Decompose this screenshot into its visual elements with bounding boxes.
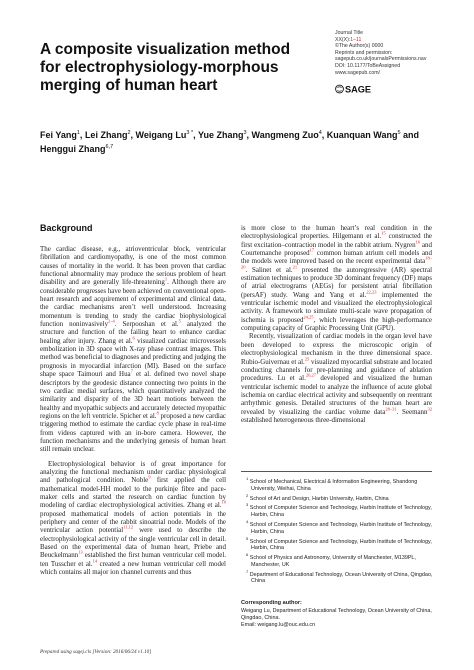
citation[interactable]: 1	[164, 277, 168, 283]
author-name: Lei Zhang	[84, 130, 128, 140]
author-name: Weigang Lu	[135, 130, 187, 140]
affiliation-text: Department of Educational Technology, Ocean University of China, Qingdao, China	[249, 571, 433, 585]
author-name: Yue Zhang	[197, 130, 244, 140]
author-name: Fei Yang	[40, 130, 77, 140]
citation[interactable]: 25	[304, 356, 310, 362]
author-list: Fei Yang$^1$, Lei Zhang$^2$, Weigang $Lu^{3 *}$, Yue Zhang$^3$, Wangmeng Zuo$^4$, Kuanquan Wang$^5$ and Henggui Zhang$^{6,7}$	[40, 130, 420, 154]
affiliation	[241, 536, 441, 553]
left-column	[40, 245, 226, 605]
citation[interactable]: 18–20	[241, 256, 432, 270]
citation[interactable]: 22,23	[366, 289, 377, 295]
corresponding-author-heading: Corresponding author:	[241, 600, 302, 606]
affiliation-number: 2	[246, 492, 249, 498]
citation[interactable]: 7	[130, 368, 133, 374]
paragraph: The cardiac disease, e.g., atrioventricular block, ventricular fibrillation and cardiomyopathy, is one of the most common causes of mortality in the world. It has been proven that cardiac functional abnormality may produce the serious problem of heart disability and are generally life-threatening$^1$. Although there are considerable progresses have been achieved on conventional open-heart research and acquirement of experimental and clinical data, the cardiac mechanisms aren’t well understood. Increasing momentum is trending to study the cardiac biophysiological function noninvasively$^{2-4}$. Serpooshan et al.$^5$ analyzed the structure and function of the failing heart to enhance cardiac healing after injury. Zhang et al.$^6$ visualized cardiac microvessels embolization in 3D space with X-ray phase contrast images. This method was beneficial to diagnoses and predicting and judging the prognosis in myocardial infarction (MI). Based on the surface shape space Taimouri and Hua$^7$ et al. defined two novel shape descriptors by the geodesic distance connecting two points in the two cardiac medial surfaces, which quantitatively analyzed the similarity and disparity of the 3D heart motions between the healthy and myopathic subjects and accurately detected myopathic regions on the left ventricle. Spicher et al.$^8$ proposed a new cardiac triggering method to estimate the cardiac cycle phase in real-time from videos captured with an in-bore camera. However, the function mechanisms and the underlying genesis of human heart still remain unclear.	[40, 245, 227, 454]
citation[interactable]: 2–4	[108, 318, 115, 324]
affiliation-text: School of Computer Science and Technology, Harbin Institute of Technology, Harbin, China	[249, 505, 432, 519]
affiliation-text: School of Mechanical, Electrical & Information Engineering, Shandong University, Weihai, China	[249, 478, 418, 492]
citation[interactable]: 32	[427, 406, 432, 412]
citation[interactable]: 24,25	[303, 314, 314, 320]
citation[interactable]: 13	[78, 550, 83, 556]
author-affiliation-mark: 5	[397, 130, 401, 136]
permissions-link[interactable]: sagepub.co.uk/journalsPermissions.nav	[335, 56, 427, 63]
journal-url[interactable]: www.sagepub.com/	[335, 69, 380, 76]
author-affiliation-mark: 1	[76, 130, 80, 136]
paragraph: is more close to the human heart’s real condition in the electrophysiological properties. Hilgemann et al.$^{15}$ constructed the first excitation–contraction model in the rabbit atrium. Nygren$^{16}$ and Courtemanche proposed$^{17}$ common human atrium cell models and the models were improved based on the recent experimental data$^{18-20}$. Salinet et al.$^{21}$ presented the autoregressive (AR) spectral estimation techniques to produce 3D dominant frequency (DF) maps of atrial electrograms (AEGs) for persistent atrial fibrillation (persAF) study. Wang and Yang et al.$^{22,23}$ implemented the ventricular ischemic model and visualized the electrophysiological activity. A framework to simulate multi-scale wave propagation of ischemia is proposed$^{24,25}$, which leverages the high-performance computing capacity of Graphic Processing Unit (GPU).	[241, 224, 433, 333]
affiliation	[241, 476, 441, 493]
affiliation	[241, 493, 441, 503]
citation[interactable]: 9	[148, 474, 151, 480]
right-column	[241, 224, 432, 464]
author-affiliation-mark: 6,7	[105, 144, 114, 150]
affiliation-number: 3	[246, 502, 249, 508]
affiliation-number: 7	[246, 568, 249, 574]
class-file: sagej.cls	[73, 649, 92, 655]
page-range: 1–11	[350, 36, 362, 43]
author-name: Henggui Zhang	[40, 144, 106, 154]
paragraph: Electrophysiological behavior is of great importance for analyzing the functional mechanism under cardiac physiological and pathological condition. Noble$^9$ first applied the cell mathematical model-HH model to the purkinje fibre and pace-maker cells and started the research on cardiac function by modeling of cardiac electrophysiological activities. Zhang et al.$^{10}$ proposed mathematical models of action potentials in the periphery and center of the rabbit sinoatrial node. Models of the ventricular action potential$^{11,12}$ were used to describe the electrophysiological activity of the single ventricular cell in detail. Based on the experimental data of human heart, Priebe and Beuckelmann$^{13}$ established the first human ventricular cell model. ten Tusscher et al.$^{14}$ created a new human ventricular cell model which contains all major ion channel currents and thus	[40, 459, 227, 577]
citation[interactable]: 10	[221, 500, 226, 505]
doi[interactable]: DOI: 10.1177/ToBeAssigned	[335, 62, 401, 69]
citation[interactable]: 16	[415, 239, 421, 245]
affiliation-number: 6	[246, 552, 249, 558]
affiliation-text: School of Computer Science and Technology, Harbin Institute of Technology, Harbin, China	[249, 538, 432, 552]
author-affiliation-mark: 4	[318, 130, 322, 136]
corresponding-author-address: Weigang Lu, Department of Educational Technology, Ocean University of China, Qingdao, China.	[241, 608, 432, 621]
citation[interactable]: 6	[132, 335, 135, 341]
affiliation	[241, 569, 441, 586]
journal-title: Journal Title	[335, 30, 363, 36]
citation[interactable]: 17	[309, 247, 315, 253]
affiliation-number: 4	[246, 518, 249, 524]
author-affiliation-mark: 3	[243, 130, 247, 136]
affiliation	[241, 502, 441, 519]
author-conjunction: and	[403, 130, 420, 140]
affiliation-text: School of Physics and Astronomy, University of Manchester, M139PL, Manchester, UK	[249, 554, 416, 568]
citation[interactable]: 26,27	[305, 372, 316, 378]
affiliation-number: 1	[246, 476, 249, 481]
footnote-divider	[241, 471, 432, 472]
citation[interactable]: 5	[178, 318, 181, 324]
corresponding-author-info	[241, 608, 446, 629]
author-name: Kuanquan Wang	[326, 130, 398, 140]
citation[interactable]: 14	[92, 558, 98, 564]
sage-logo	[335, 84, 465, 94]
affiliation	[241, 552, 441, 569]
citation[interactable]: 21	[292, 264, 298, 270]
paragraph: Recently, visualization of cardiac models in the organ level have been developed to express the microscopic origin of electrophysiological mechanism in the three dimensional space. Rubio-Guivernau et al.$^{25}$ visualized myocardial substrate and located conducting channels for pre-planning and guidance of ablation procedures. Lu et al.$^{26,27}$ developed and visualized the human ventricular ischemic model to analyze the influence of acute global ischemia on cardiac electrical activity and subsequently on reentrant arrhythmic genesis. Detailed structures of the human heart are revealed by visualizing the cardiac volume data$^{28-31}$. Seemann$^{32}$ established heterogeneous three-dimensional	[241, 332, 432, 424]
copyright: ©The Author(s) 0000	[335, 43, 384, 50]
reprints: Reprints and permission:	[335, 49, 393, 56]
citation[interactable]: 15	[381, 231, 386, 237]
affiliations	[241, 476, 441, 585]
journal-info	[335, 30, 465, 76]
author-affiliation-mark: 3 *	[186, 130, 194, 136]
sage-logo-text: SAGE	[345, 84, 372, 94]
citation[interactable]: 28–31	[385, 406, 397, 412]
paper-title: A composite visualization method for electrophysiology-morphous merging of human heart	[40, 41, 291, 94]
affiliation-text: School of Computer Science and Technology, Harbin Institute of Technology, Harbin, China	[249, 521, 432, 535]
section-heading: Background	[40, 223, 93, 233]
affiliation-number: 5	[246, 535, 249, 541]
author-affiliation-mark: 2	[127, 130, 131, 136]
affiliation	[241, 519, 441, 536]
journal-volume: XX(X):1–11	[335, 36, 362, 43]
citation[interactable]: 11,12	[123, 525, 134, 531]
affiliation-text: School of Art and Design, Harbin University, Harbin, China	[249, 495, 389, 502]
corresponding-author-email[interactable]: Email: weigang.lu@ouc.edu.cn	[241, 621, 316, 628]
page-footer: Prepared using sagej.cls [Version: 2016/06/24 v1.10]	[40, 649, 152, 655]
citation[interactable]: 8	[156, 410, 159, 416]
author-name: Wangmeng Zuo	[251, 130, 319, 140]
